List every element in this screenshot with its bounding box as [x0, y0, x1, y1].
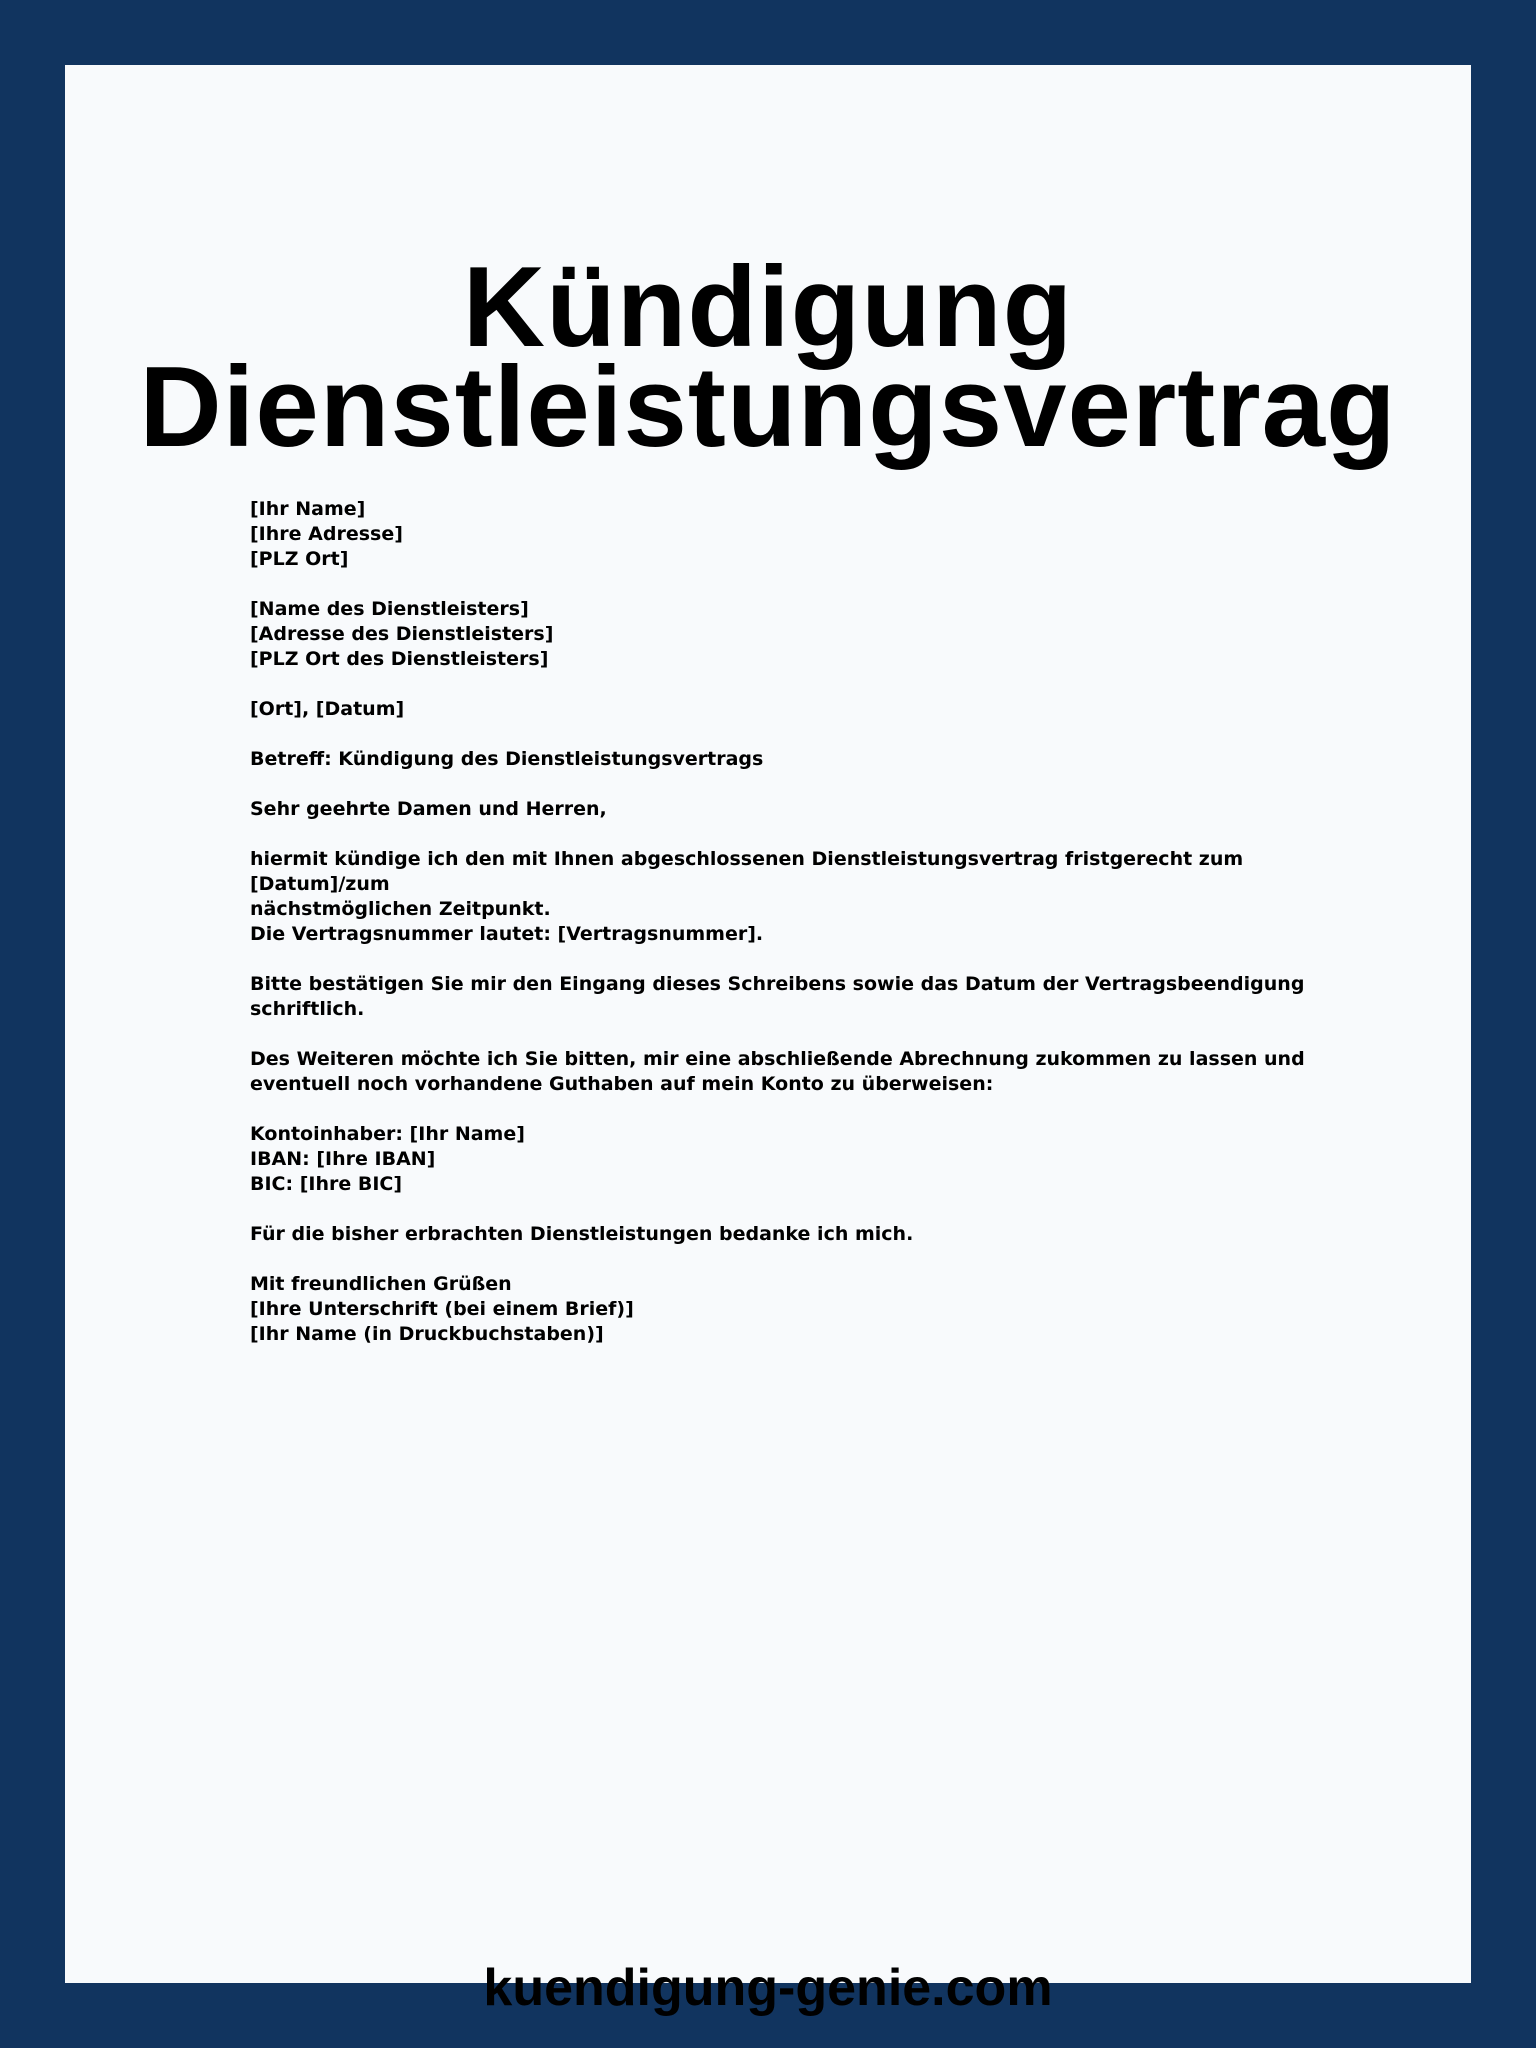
title-line-1: Kündigung [462, 244, 1074, 371]
body-p1-line-3: Die Vertragsnummer lautet: [Vertragsnummer]. [250, 923, 764, 945]
place-date [250, 697, 1350, 722]
thanks-paragraph [250, 1222, 1350, 1247]
sender-address: [Ihre Adresse] [250, 523, 403, 545]
body-paragraph-3 [250, 1047, 1350, 1097]
closing-block [250, 1272, 1350, 1347]
letter-body [250, 497, 1350, 1372]
sender-name: [Ihr Name] [250, 498, 366, 520]
recipient-address: [Adresse des Dienstleisters] [250, 623, 554, 645]
document-title [65, 244, 1471, 471]
footer-website: kuendigung-genie.com [483, 1959, 1053, 2017]
body-p2-line-1: Bitte bestätigen Sie mir den Eingang dieses Schreibens sowie das Datum der Vertragsbeendigung [250, 973, 1305, 995]
sender-block [250, 497, 1350, 572]
thanks-text: Für die bisher erbrachten Dienstleistungen bedanke ich mich. [250, 1223, 914, 1245]
subject-line [250, 747, 1350, 772]
body-p1-line-1: hiermit kündige ich den mit Ihnen abgeschlossenen Dienstleistungsvertrag fristgerecht zum [Datum]/zum [250, 848, 1244, 895]
body-paragraph-1 [250, 847, 1350, 947]
body-p3-line-1: Des Weiteren möchte ich Sie bitten, mir eine abschließende Abrechnung zukommen zu lassen und [250, 1048, 1305, 1070]
iban: IBAN: [Ihre IBAN] [250, 1148, 436, 1170]
sender-city: [PLZ Ort] [250, 548, 349, 570]
printed-name-placeholder: [Ihr Name (in Druckbuchstaben)] [250, 1323, 604, 1345]
salutation-text: Sehr geehrte Damen und Herren, [250, 798, 607, 820]
recipient-city: [PLZ Ort des Dienstleisters] [250, 648, 549, 670]
signature-placeholder: [Ihre Unterschrift (bei einem Brief)] [250, 1298, 634, 1320]
body-p1-line-2: nächstmöglichen Zeitpunkt. [250, 898, 551, 920]
subject-text: Betreff: Kündigung des Dienstleistungsvertrags [250, 748, 764, 770]
document-page [65, 65, 1471, 2017]
recipient-name: [Name des Dienstleisters] [250, 598, 529, 620]
body-paragraph-2 [250, 972, 1350, 1022]
bank-details [250, 1122, 1350, 1197]
salutation [250, 797, 1350, 822]
body-p2-line-2: schriftlich. [250, 998, 365, 1020]
body-p3-line-2: eventuell noch vorhandene Guthaben auf mein Konto zu überweisen: [250, 1073, 994, 1095]
recipient-block [250, 597, 1350, 672]
place-date-text: [Ort], [Datum] [250, 698, 405, 720]
bic: BIC: [Ihre BIC] [250, 1173, 403, 1195]
title-line-2: Dienstleistungsvertrag [139, 344, 1397, 471]
account-holder: Kontoinhaber: [Ihr Name] [250, 1123, 525, 1145]
closing-text: Mit freundlichen Grüßen [250, 1273, 512, 1295]
